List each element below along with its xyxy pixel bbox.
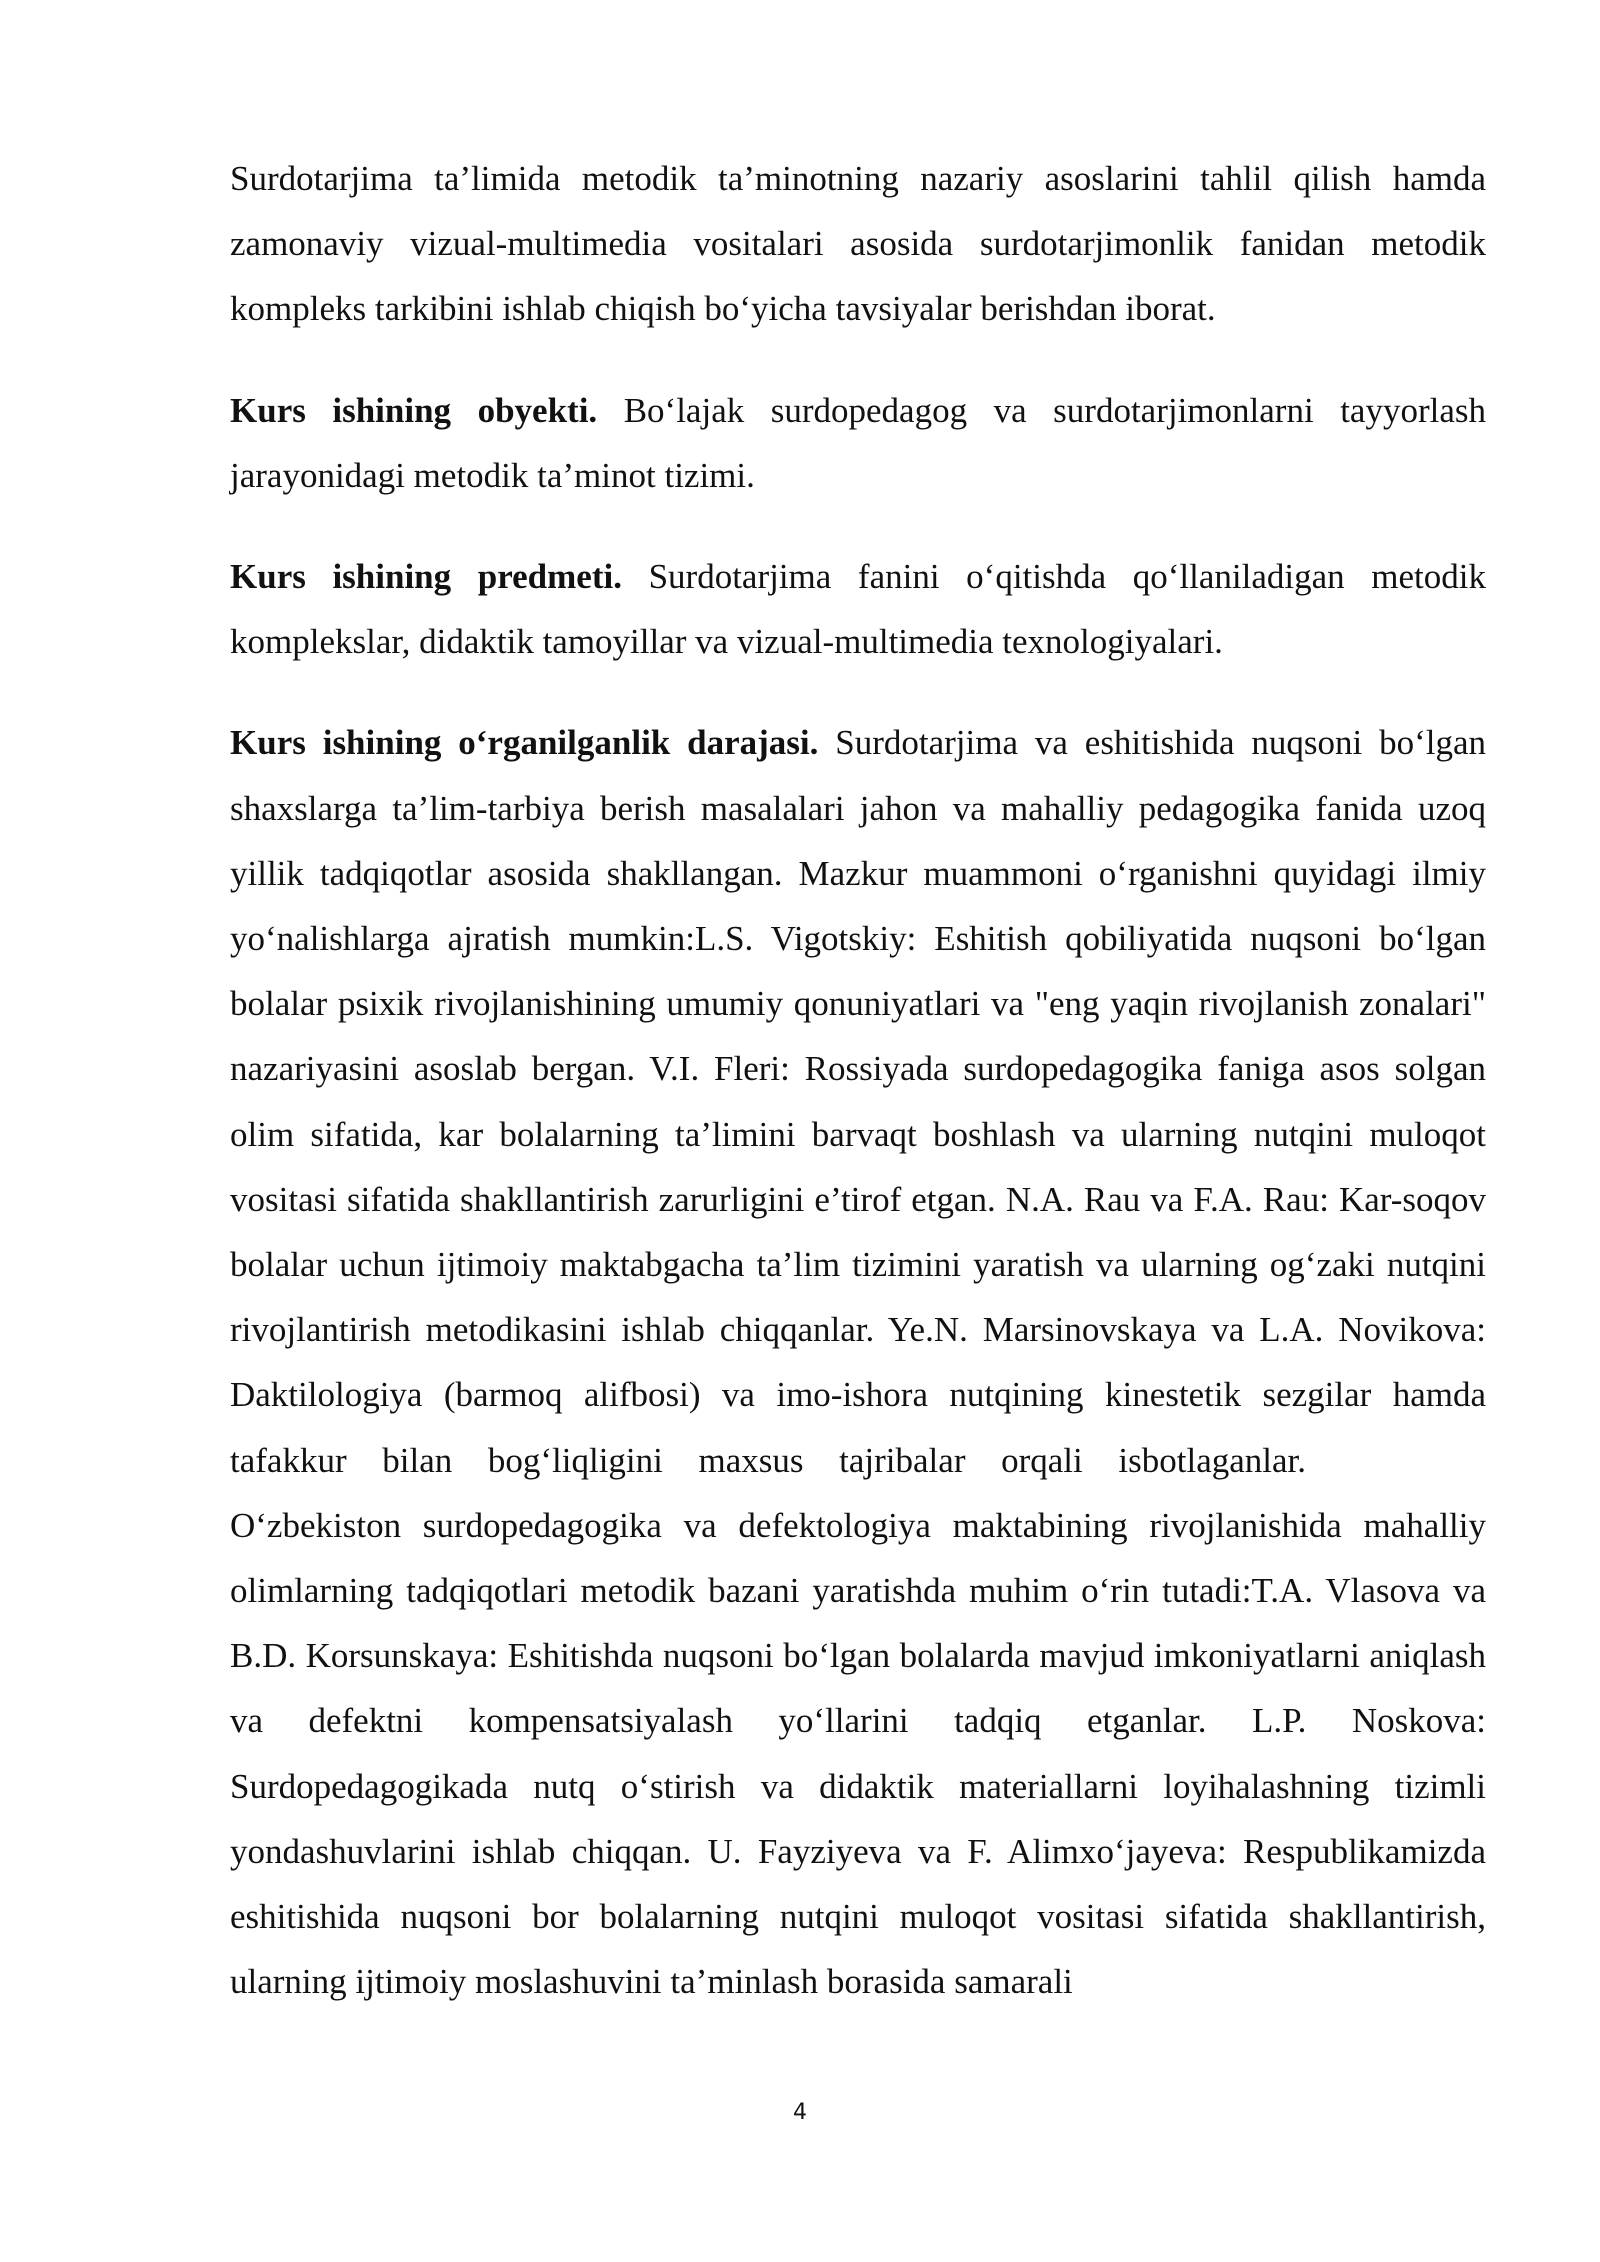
subject-paragraph <box>230 544 1486 674</box>
study-level-label: Kurs ishining o‘rganilganlik darajasi. <box>230 723 819 763</box>
object-paragraph <box>230 378 1486 508</box>
subject-label: Kurs ishining predmeti. <box>230 557 622 597</box>
document-body <box>230 146 1486 2014</box>
page-number: 4 <box>793 2100 807 2125</box>
study-level-text-part2: O‘zbekiston surdopedagogika va defektologiya maktabining rivojlanishida mahalliy olimlarning tadqiqotlari metodik bazani yaratishda muhim o‘rin tutadi:T.A. Vlasova va B.D. Korsunskaya: Eshitishda nuqsoni bo‘lgan bolalarda mavjud imkoniyatlarni aniqlash va defektni kompensatsiyalash yo‘llarini tadqiq etganlar. L.P. Noskova: Surdopedagogikada nutq o‘stirish va didaktik materiallarni loyihalashning tizimli yondashuvlarini ishlab chiqqan. U. Fayziyeva va F. Alimxo‘jayeva: Respublikamizda eshitishida nuqsoni bor bolalarning nutqini muloqot vositasi sifatida shakllantirish, ularning ijtimoiy moslashuvini ta’minlash borasida samarali <box>230 1505 1486 2002</box>
study-level-paragraph <box>230 710 1486 2014</box>
intro-paragraph: Surdotarjima ta’limida metodik ta’minotning nazariy asoslarini tahlil qilish hamda zamonaviy vizual-multimedia vositalari asosida surdotarjimonlik fanidan metodik kompleks tarkibini ishlab chiqish bo‘yicha tavsiyalar berishdan iborat. <box>230 159 1486 329</box>
object-label: Kurs ishining obyekti. <box>230 390 598 430</box>
object-text: Bo‘lajak surdopedagog va surdotarjimonlarni tayyorlash jarayonidagi metodik ta’minot tizimi. <box>230 390 1486 495</box>
study-level-text-part1: Surdotarjima va eshitishida nuqsoni bo‘lgan shaxslarga ta’lim-tarbiya berish masalalari jahon va mahalliy pedagogika fanida uzoq yillik tadqiqotlar asosida shakllangan. Mazkur muammoni o‘rganishni quyidagi ilmiy yo‘nalishlarga ajratish mumkin:L.S. Vigotskiy: Eshitish qobiliyatida nuqsoni bo‘lgan bolalar psixik rivojlanishining umumiy qonuniyatlari va "eng yaqin rivojlanish zonalari" nazariyasini asoslab bergan. V.I. Fleri: Rossiyada surdopedagogika faniga asos solgan olim sifatida, kar bolalarning ta’limini barvaqt boshlash va ularning nutqini muloqot vositasi sifatida shakllantirish zarurligini e’tirof etgan. N.A. Rau va F.A. Rau: Kar-soqov bolalar uchun ijtimoiy maktabgacha ta’lim tizimini yaratish va ularning og‘zaki nutqini rivojlantirish metodikasini ishlab chiqqanlar. Ye.N. Marsinovskaya va L.A. Novikova: Daktilologiya (barmoq alifbosi) va imo-ishora nutqining kinestetik sezgilar hamda tafakkur bilan bog‘liqligini maxsus tajribalar orqali isbotlaganlar. <box>230 723 1486 1480</box>
subject-text: Surdotarjima fanini o‘qitishda qo‘llaniladigan metodik komplekslar, didaktik tamoyillar va vizual-multimedia texnologiyalari. <box>230 557 1486 662</box>
